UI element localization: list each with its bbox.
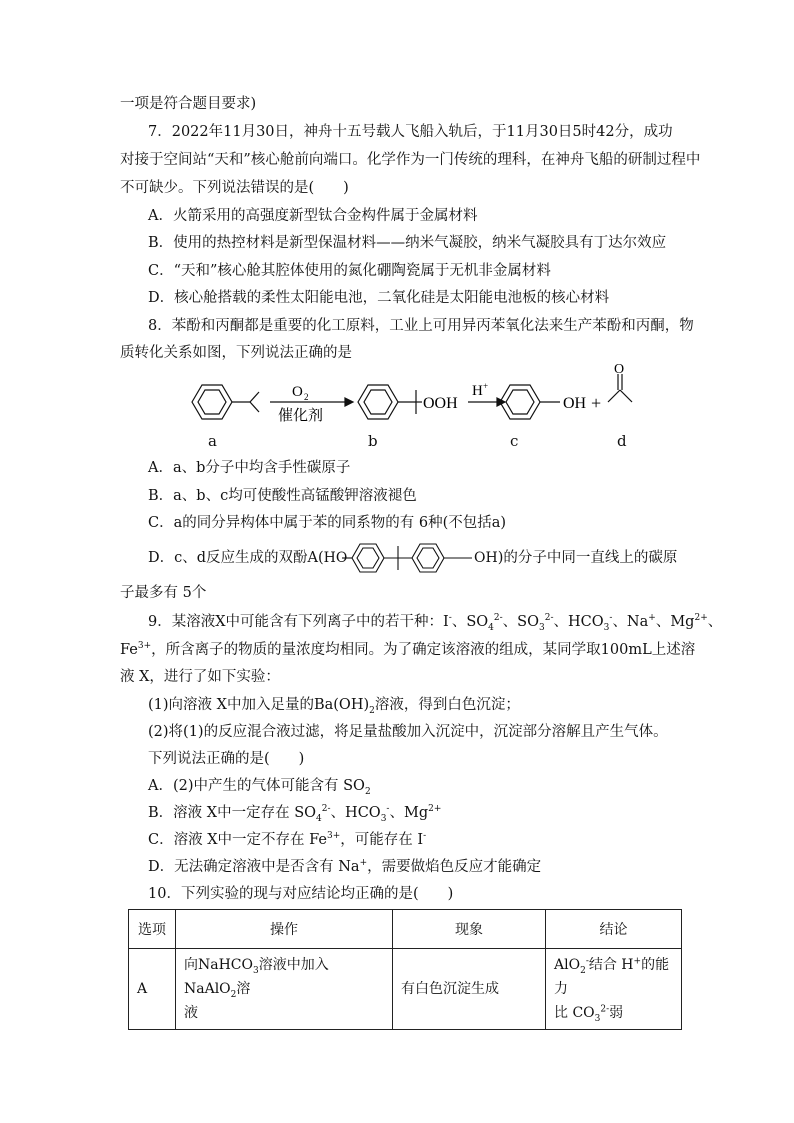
q8-stem-line2: 质转化关系如图，下列说法正确的是: [120, 345, 352, 361]
reaction-scheme: [180, 362, 650, 452]
benzene-ring-a-inner: [198, 390, 226, 414]
table-header-row: [129, 910, 682, 949]
header-option: 选项: [129, 910, 176, 949]
q9-option-b: B．溶液 X中一定存在 $SO_4^{2-}$、$HCO_3^-$、$Mg^{2+}$: [148, 804, 442, 824]
header-conclusion: 结论: [546, 910, 682, 949]
q7-option-d: D．核心舱搭载的柔性太阳能电池，二氧化硅是太阳能电池板的核心材料: [148, 290, 610, 306]
compound-label-a: a: [208, 432, 217, 450]
q9-stem-line2: $Fe^{3+}$，所含离子的物质的量浓度均相同。为了确定该溶液的组成，某同学取100mL上述溶: [120, 641, 696, 658]
q7-stem-line1: 7．2022年11月30日，神舟十五号载人飞船入轨后，于11月30日5时42分，成功: [148, 124, 673, 140]
q9-option-a: A．(2)中产生的气体可能含有 $SO_2$: [148, 778, 371, 797]
q9-option-d: D．无法确定溶液中是否含有 Na+，需要做焰色反应才能确定: [148, 858, 542, 875]
q7-stem-line2: 对接于空间站“天和”核心舱前向端口。化学作为一门传统的理科，在神舟飞船的研制过程中: [120, 152, 701, 168]
reaction-scheme-svg: [180, 362, 650, 452]
q8-stem-line1: 8．苯酚和丙酮都是重要的化工原料，工业上可用异丙苯氧化法来生产苯酚和丙酮，物: [148, 318, 694, 334]
q7-option-a: A．火箭采用的高强度新型钛合金构件属于金属材料: [148, 208, 478, 224]
plus-sign: +: [591, 393, 602, 413]
q8-option-d-tail: OH)的分子中同一直线上的碳原: [474, 550, 678, 566]
oh-group: OH: [563, 395, 587, 412]
text-line: 一项是符合题目要求): [120, 96, 257, 112]
q10-stem: 10．下列实验的现与对应结论均正确的是( ): [148, 886, 454, 902]
svg-text:+: +: [483, 381, 489, 391]
h-plus-label: H: [472, 383, 483, 399]
compound-label-d: d: [617, 432, 627, 450]
q9-question: 下列说法正确的是( ): [148, 751, 305, 767]
compound-label-b: b: [368, 432, 378, 450]
bisphenol-a-structure: [342, 538, 482, 578]
header-phenomenon: 现象: [393, 910, 546, 949]
q9-step-2: (2)将(1)的反应混合液过滤，将足量盐酸加入沉淀中，沉淀部分溶解且产生气体。: [148, 724, 668, 740]
header-operation: 操作: [176, 910, 393, 949]
experiment-table: [128, 909, 682, 1030]
q7-option-b: B．使用的热控材料是新型保温材料——纳米气凝胶，纳米气凝胶具有丁达尔效应: [148, 235, 667, 251]
cell-phenomenon: 有白色沉淀生成: [393, 949, 546, 1030]
catalyst-label: 催化剂: [278, 406, 324, 424]
reagent-o2-sub: 2: [304, 392, 309, 402]
q7-stem-line3: 不可缺少。下列说法错误的是( ): [120, 180, 349, 196]
q9-option-c: C．溶液 X中一定不存在 $Fe^{3+}$，可能存在 I-: [148, 831, 427, 848]
q7-option-c: C．“天和”核心舱其腔体使用的氮化硼陶瓷属于无机非金属材料: [148, 263, 551, 279]
q9-stem-line1: 9．某溶液X中可能含有下列离子中的若干种：I-、$SO_4^{2-}$、$SO_3^{2-}$、$HCO_3^-$、Na+、$Mg^{2+}$、: [148, 613, 723, 633]
q8-option-d: D．c、d反应生成的双酚A(HO: [148, 550, 348, 566]
ooh-group: OOH: [423, 395, 458, 412]
cell-option: A: [129, 949, 176, 1030]
q8-option-b: B．a、b、c均可使酸性高锰酸钾溶液褪色: [148, 488, 417, 504]
q9-step-1: (1)向溶液 X中加入足量的$Ba(OH)_2$溶液，得到白色沉淀；: [148, 697, 520, 716]
compound-label-c: c: [510, 432, 519, 450]
q8-option-a: A．a、b分子中均含手性碳原子: [148, 460, 351, 476]
q8-option-c: C．a的同分异构体中属于苯的同系物的有 6种(不包括a): [148, 515, 507, 531]
table-row: [129, 949, 682, 1030]
cell-conclusion: AlO$_2$-结合 H+的能力 比 $CO_3^{2-}$弱: [546, 949, 682, 1030]
q9-stem-line3: 液 X，进行了如下实验：: [120, 669, 280, 685]
reagent-o2: O: [292, 384, 303, 400]
cell-operation: 向NaHCO$_3$溶液中加入 NaAlO$_2$溶 液: [176, 949, 393, 1030]
acetone-o: O: [614, 362, 625, 377]
q8-option-d-line2: 子最多有 5个: [120, 585, 207, 601]
